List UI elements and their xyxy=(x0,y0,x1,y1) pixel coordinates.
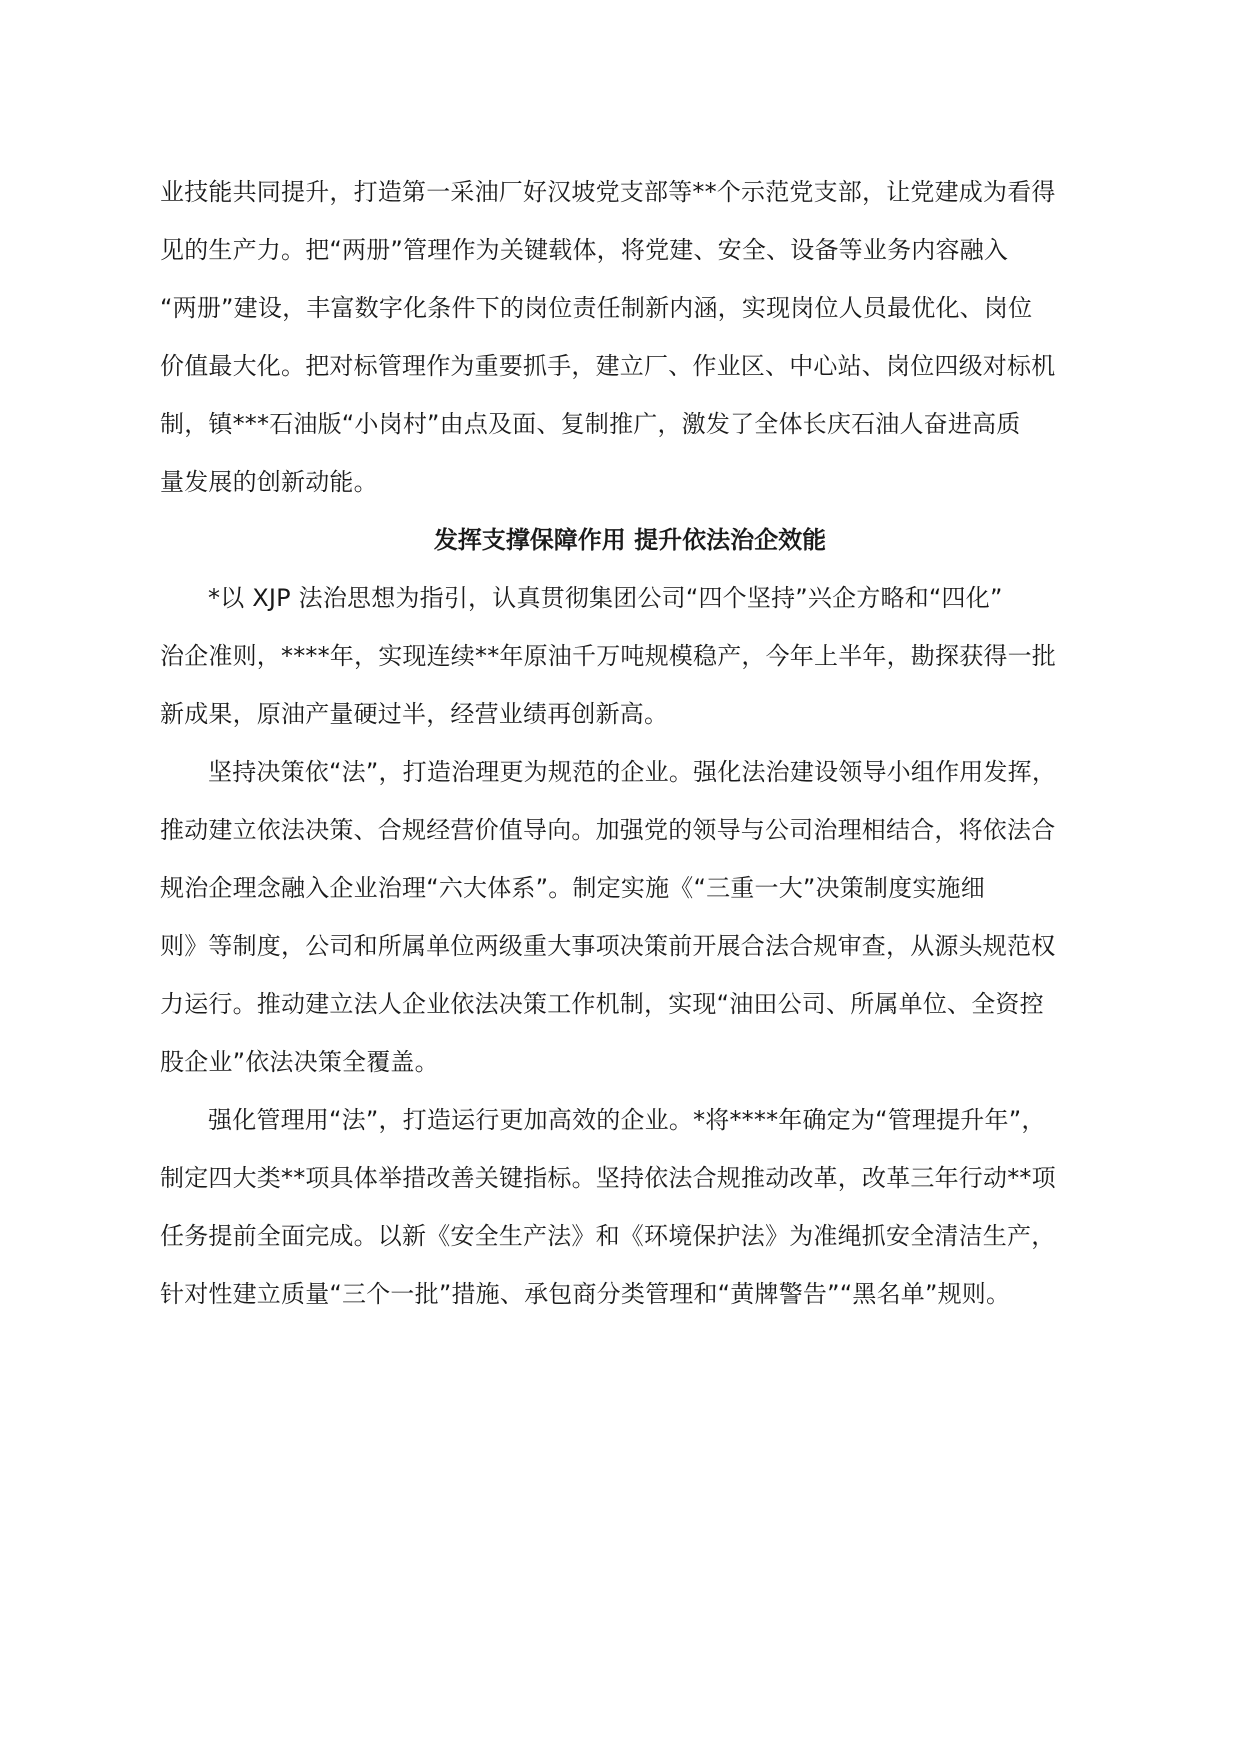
paragraph-line: 坚持决策依“法”，打造治理更为规范的企业。强化法治建设领导小组作用发挥， xyxy=(208,758,1057,786)
paragraph-line: 制定四大类**项具体举措改善关键指标。坚持依法合规推动改革，改革三年行动**项 xyxy=(160,1164,1056,1192)
paragraph-line: 见的生产力。把“两册”管理作为关键载体，将党建、安全、设备等业务内容融入 xyxy=(160,236,1009,264)
paragraph-line: 量发展的创新动能。 xyxy=(160,468,378,496)
paragraph-line: 力运行。推动建立法人企业依法决策工作机制，实现“油田公司、所属单位、全资控 xyxy=(160,990,1044,1018)
paragraph-line: 任务提前全面完成。以新《安全生产法》和《环境保护法》为准绳抓安全清洁生产， xyxy=(160,1222,1056,1250)
paragraph-line: 针对性建立质量“三个一批”措施、承包商分类管理和“黄牌警告”“黑名单”规则。 xyxy=(160,1280,1011,1308)
paragraph-line: 价值最大化。把对标管理作为重要抓手，建立厂、作业区、中心站、岗位四级对标机 xyxy=(160,352,1056,380)
paragraph-line: 规治企理念融入企业治理“六大体系”。制定实施《“三重一大”决策制度实施细 xyxy=(160,874,985,902)
paragraph-line: 强化管理用“法”，打造运行更加高效的企业。*将****年确定为“管理提升年”， xyxy=(208,1106,1046,1134)
paragraph-line: 则》等制度，公司和所属单位两级重大事项决策前开展合法合规审查，从源头规范权 xyxy=(160,932,1056,960)
paragraph-line: 治企准则，****年，实现连续**年原油千万吨规模稳产，今年上半年，勘探获得一批 xyxy=(160,642,1056,670)
paragraph-line: *以 XJP 法治思想为指引，认真贯彻集团公司“四个坚持”兴企方略和“四化” xyxy=(208,584,1003,612)
paragraph-line: 业技能共同提升，打造第一采油厂好汉坡党支部等**个示范党支部，让党建成为看得 xyxy=(160,178,1056,206)
paragraph-line: 推动建立依法决策、合规经营价值导向。加强党的领导与公司治理相结合，将依法合 xyxy=(160,816,1056,844)
paragraph-line: 股企业”依法决策全覆盖。 xyxy=(160,1048,439,1076)
paragraph-line: 制，镇***石油版“小岗村”由点及面、复制推广，激发了全体长庆石油人奋进高质 xyxy=(160,410,1021,438)
section-heading: 发挥支撑保障作用 提升依法治企效能 xyxy=(433,526,827,554)
paragraph-line: 新成果，原油产量硬过半，经营业绩再创新高。 xyxy=(160,700,669,728)
paragraph-line: “两册”建设，丰富数字化条件下的岗位责任制新内涵，实现岗位人员最优化、岗位 xyxy=(160,294,1033,322)
